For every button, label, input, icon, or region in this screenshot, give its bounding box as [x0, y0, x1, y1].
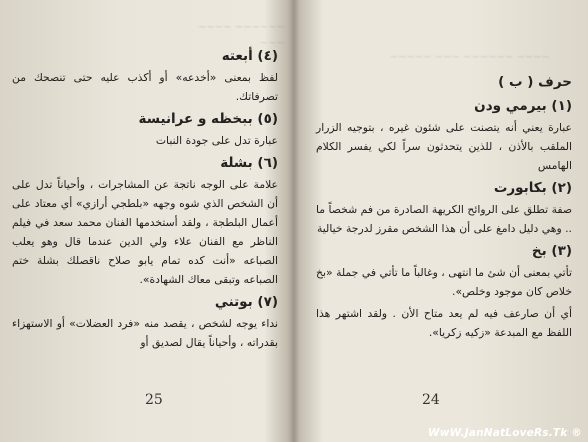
entry-text: أي أن صارعف فيه لم يعد متاح الأن . ولقد اشتهر هذا اللفظ مع المبدعة «زكيه زكريا».	[316, 307, 572, 339]
right-page-column	[316, 72, 572, 345]
entry-heading: (٧) بوتني	[214, 294, 278, 310]
entry-text: لفظ بمعنى «أخدعه» أو أكذب عليه حتى تنصحك من تصرفاتك.	[12, 71, 278, 103]
entry-text: عبارة يعني أنه يتصنت على شئون غيره ، بتوجيه الزرار الملقب بالأذن ، للذين يتحدثون سراً لكي يفسر الكلام الهامس	[316, 121, 572, 172]
entry-heading: (٥) ببخظه و عرانيسة	[138, 111, 278, 127]
left-page	[0, 0, 292, 442]
chapter-title: حرف ( ب )	[498, 74, 572, 90]
right-page	[296, 0, 588, 442]
page-number: 24	[422, 392, 440, 408]
entry-text: صفة تطلق على الروائح الكريهة الصادرة من فم شخصاً ما .. وهي دليل دامغ على أن هذا الشخص مقرز لدرجة خيالية	[316, 203, 572, 235]
entry-text: نداء يوجه لشخص ، يقصد منه «فرد العضلات» أو الاستهزاء بقدراته ، وأحياناً يقال لصديق أو	[12, 317, 278, 349]
entry-heading: (٦) بشلة	[220, 155, 278, 171]
entry-heading: (٢) بكابورت	[493, 180, 572, 196]
site-watermark: WwW.JanNatLoveRs.Tk ®	[428, 427, 582, 439]
entry-text: علامة على الوجه ناتجة عن المشاجرات ، وأحياناً تدل على أن الشخص الذي شوه وجهه «بلطجي أرازي» أي معتاد على أعمال البلطجة ، ولقد أستخدمها الفنان محمد سعد في فيلم الناظر مع الفنان علاء ولي الدين عندما قال وهو يعلب الصباعه «أنت كده تمام يابو صلاح ناقصلك بشلة ختم الصباعه وتبقى معاك الشهادة».	[12, 178, 278, 286]
show-through-text-left: ~~~~~~ ~~~~ ~~~	[198, 22, 285, 49]
entry-heading: (٤) أبعته	[221, 48, 278, 64]
page-number: 25	[145, 392, 163, 408]
entry-heading: (٣) بخ	[531, 243, 572, 259]
entry-text: تأتي بمعنى أن شئ ما انتهى ، وغالباً ما تأتي في جملة «بخ خلاص كان موجود وخلص».	[316, 266, 572, 298]
left-page-column	[12, 46, 278, 355]
entry-text: عبارة تدل على جودة النبات	[155, 134, 278, 147]
show-through-text-right: ~~~~ ~~~~~~ ~~~ ~~~~~	[389, 52, 550, 63]
entry-heading: (١) بيرمي ودن	[474, 98, 572, 114]
